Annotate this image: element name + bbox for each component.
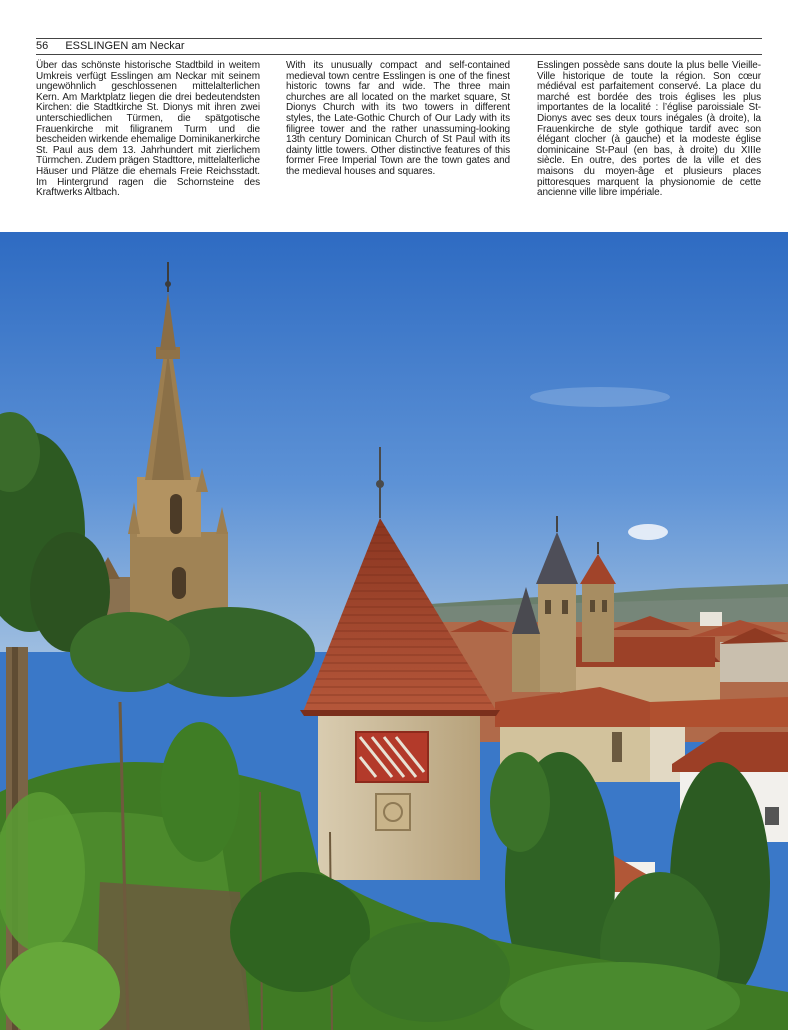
page-header — [36, 38, 762, 55]
text-column-french — [537, 61, 761, 199]
text-column-german — [36, 61, 260, 199]
text-column-english — [286, 61, 510, 178]
french-paragraph: Esslingen possède sans doute la plus belle Vieille-Ville historique de toute la région. Son cœur médiéval est parfaitement conservé. La place du marché est bordée des trois églises les plus importantes de la localité : l’église paroissiale St-Dionys avec ses deux tours inégales (à droite), la Frauenkirche de style gothique tardif avec son élégant clocher (à gauche) et la modeste église dominicaine St-Paul (en bas, à droite) du XIIIe siècle. En outre, des portes de la ville et des maisons du moyen-âge et plusieurs places pittoresques marquent la physionomie de cette ancienne ville libre impériale. — [537, 60, 761, 199]
photo-illustration — [0, 232, 788, 1030]
running-title: ESSLINGEN am Neckar — [65, 40, 185, 52]
esslingen-photo — [0, 232, 788, 1030]
page-number: 56 — [36, 40, 49, 52]
english-paragraph: With its unusually compact and self-contained medieval town centre Esslingen is one of the finest historic towns far and wide. The three main churches are all located on the market square, St Dionys Church with its two towers in different styles, the Late-Gothic Church of Our Lady with its filigree tower and the rather unassuming-looking 13th century Dominican Church of St Paul with its dainty little towers. Other distinctive features of this former Free Imperial Town are the town gates and the medieval houses and squares. — [286, 60, 510, 177]
german-paragraph: Über das schönste historische Stadtbild in weitem Umkreis verfügt Esslingen am Neckar mit seinem ungewöhnlich geschlossenen mittelalterlichen Kern. Am Marktplatz liegen die drei bedeutendsten Kirchen: die Stadtkirche St. Dionys mit ihren zwei unterschiedlichen Türmen, die spätgotische Frauenkirche mit filigranem Turm und die bescheiden wirkende ehemalige Dominikanerkirche St. Paul aus dem 13. Jahrhundert mit zierlichem Türmchen. Zudem prägen Stadttore, mittelalterliche Häuser und Plätze die ehemals Freie Reichsstadt. Im Hintergrund ragen die Schornsteine des Kraftwerks Altbach. — [36, 60, 260, 199]
red-white-shutter — [356, 732, 428, 782]
cloud — [628, 524, 668, 540]
